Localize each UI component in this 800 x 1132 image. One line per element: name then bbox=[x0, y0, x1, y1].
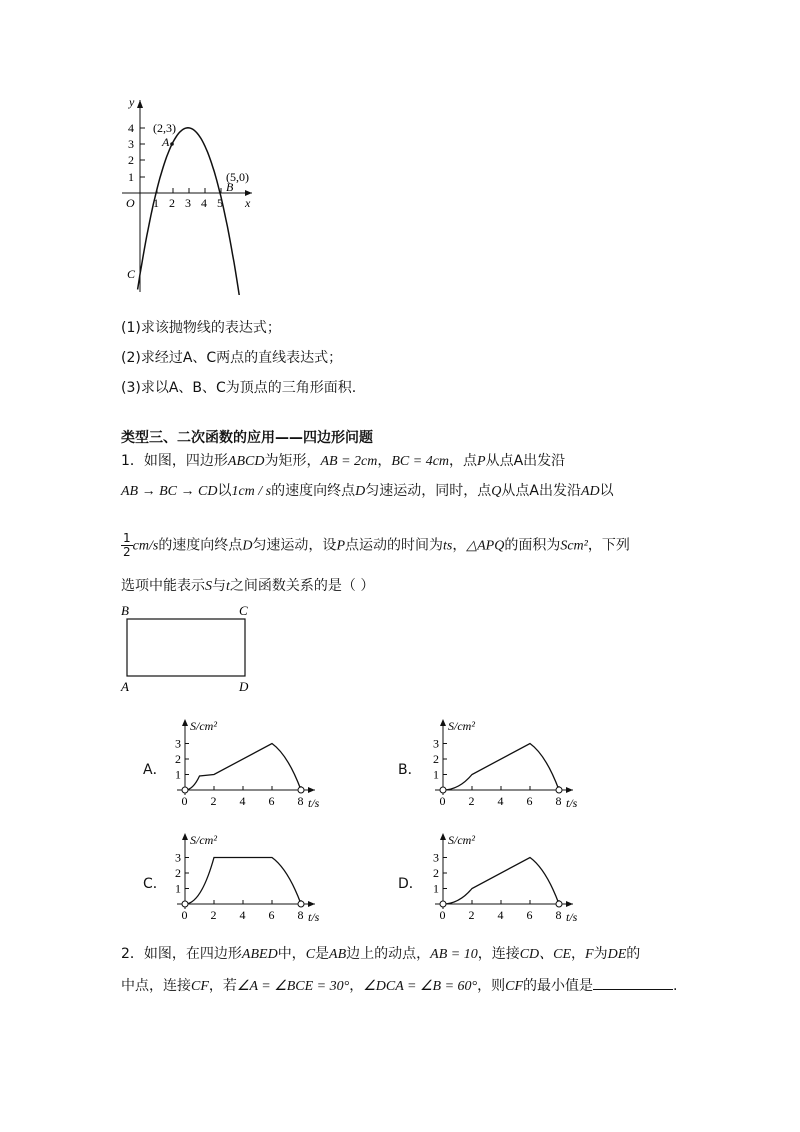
fraction-half bbox=[121, 532, 133, 559]
option-c-letter[interactable]: C． bbox=[143, 876, 167, 892]
parabola-y-tick-label: 4 bbox=[128, 121, 134, 135]
graph-y-label: S/cm² bbox=[190, 719, 217, 733]
graph-y-tick-label: 3 bbox=[175, 736, 181, 751]
parabola-x-tick-label: 3 bbox=[185, 196, 191, 210]
parabola-y-tick-label: 2 bbox=[128, 153, 134, 167]
graph-x-tick-label: 2 bbox=[210, 794, 217, 808]
math-s: S bbox=[205, 579, 212, 594]
graph-x-tick-label: 8 bbox=[555, 908, 562, 922]
math-path: AB → BC → CD bbox=[121, 484, 218, 499]
parabola-y-tick-label: 3 bbox=[128, 137, 134, 151]
graph-x-arrow bbox=[308, 901, 315, 907]
graph-y-tick-label: 3 bbox=[175, 850, 181, 865]
text: 的面积为 bbox=[504, 537, 561, 554]
graph-curve bbox=[443, 858, 559, 905]
graph-y-arrow bbox=[440, 833, 446, 840]
parabola-origin-label: O bbox=[126, 196, 135, 210]
graph-y-tick-label: 2 bbox=[175, 866, 181, 880]
text: ，点 bbox=[449, 453, 478, 469]
question-3: (3)求以A、B、C为顶点的三角形面积. bbox=[121, 380, 357, 396]
problem1-line3 bbox=[121, 532, 630, 559]
problem1-line2 bbox=[121, 481, 614, 502]
graph-end-point bbox=[556, 787, 562, 793]
text: ， bbox=[349, 978, 364, 994]
graph-y-label: S/cm² bbox=[190, 833, 217, 847]
graph-origin-point bbox=[440, 787, 446, 793]
text: 为矩形， bbox=[264, 453, 321, 469]
graph-y-tick-label: 1 bbox=[433, 881, 439, 896]
text: 以 bbox=[217, 483, 232, 499]
math-ab: AB bbox=[329, 947, 347, 962]
text: 为 bbox=[593, 946, 608, 962]
point-c-label: C bbox=[127, 267, 136, 281]
text: 是 bbox=[315, 946, 330, 962]
option-c-graph[interactable] bbox=[170, 829, 340, 924]
math-f: F bbox=[585, 947, 594, 962]
graph-y-arrow bbox=[182, 719, 188, 726]
graph-y-tick-label: 2 bbox=[175, 752, 181, 766]
question-1: (1)求该抛物线的表达式； bbox=[121, 320, 281, 336]
point-a-dot bbox=[170, 142, 174, 146]
text: 匀速运动，同时，点 bbox=[365, 483, 492, 499]
math-speed: 1cm / s bbox=[231, 484, 272, 499]
math-abcd: ABCD bbox=[227, 454, 265, 469]
graph-x-tick-label: 6 bbox=[268, 794, 275, 808]
graph-x-tick-label: 4 bbox=[497, 794, 504, 808]
rectangle-abcd bbox=[127, 619, 245, 676]
option-a-graph[interactable] bbox=[170, 715, 340, 810]
graph-x-tick-label: 8 bbox=[297, 908, 304, 922]
text: 匀速运动，设 bbox=[252, 537, 337, 554]
graph-x-label: t/s bbox=[308, 910, 320, 924]
text: ，下列 bbox=[587, 537, 630, 554]
text: 中， bbox=[277, 946, 306, 962]
graph-y-tick-label: 1 bbox=[433, 767, 439, 782]
graph-origin-point bbox=[182, 901, 188, 907]
problem2-line2 bbox=[121, 975, 677, 997]
text: 的速度向终点 bbox=[271, 483, 356, 499]
graph-x-arrow bbox=[566, 787, 573, 793]
text: 从点A出发沿 bbox=[501, 483, 581, 499]
option-a-letter[interactable]: A． bbox=[143, 762, 167, 778]
graph-x-tick-label: 2 bbox=[468, 794, 475, 808]
graph-x-tick-label: 4 bbox=[497, 908, 504, 922]
parabola-x-axis-label: x bbox=[245, 196, 251, 210]
graph-x-tick-label: 0 bbox=[181, 908, 188, 922]
graph-x-tick-label: 2 bbox=[468, 908, 475, 922]
text: 边上的动点， bbox=[346, 946, 431, 962]
graph-y-tick-label: 3 bbox=[433, 736, 439, 751]
math-ab: AB = 2cm bbox=[320, 454, 378, 469]
math-cd-ce: CD、CE bbox=[519, 947, 572, 962]
option-d-letter[interactable]: D． bbox=[398, 876, 423, 892]
graph-y-tick-label: 2 bbox=[433, 752, 439, 766]
graph-y-arrow bbox=[440, 719, 446, 726]
problem1-line1 bbox=[121, 451, 565, 472]
rect-label-c: C bbox=[239, 603, 248, 618]
option-b-letter[interactable]: B． bbox=[398, 762, 422, 778]
graph-curve bbox=[185, 744, 301, 791]
math-t: t bbox=[226, 579, 230, 594]
math-unit: cm/s bbox=[132, 538, 159, 554]
problem2-line1 bbox=[121, 944, 640, 965]
graph-x-label: t/s bbox=[566, 910, 578, 924]
graph-y-arrow bbox=[182, 833, 188, 840]
graph-end-point bbox=[556, 901, 562, 907]
graph-x-arrow bbox=[308, 787, 315, 793]
graph-x-tick-label: 0 bbox=[439, 908, 446, 922]
graph-y-label: S/cm² bbox=[448, 719, 475, 733]
point-a-coord: (2,3) bbox=[153, 121, 176, 135]
text: ，若 bbox=[208, 978, 237, 994]
text: ， bbox=[452, 537, 467, 554]
text: 与 bbox=[212, 578, 226, 594]
math-ad: AD bbox=[580, 484, 600, 499]
math-cf: CF bbox=[191, 979, 209, 994]
fraction-numerator: 1 bbox=[123, 531, 131, 545]
math-triangle: △APQ bbox=[466, 538, 505, 554]
graph-x-label: t/s bbox=[308, 796, 320, 810]
math-q: Q bbox=[491, 484, 502, 499]
point-a-label: A bbox=[162, 135, 170, 149]
text: 点运动的时间为 bbox=[345, 537, 443, 554]
text: 的 bbox=[626, 946, 641, 962]
text: 以 bbox=[599, 483, 614, 499]
math-de: DE bbox=[607, 947, 627, 962]
problem1-line4 bbox=[121, 576, 374, 597]
math-bc: BC = 4cm bbox=[391, 454, 450, 469]
text: ，连接 bbox=[477, 946, 520, 962]
graph-x-tick-label: 8 bbox=[555, 794, 562, 808]
option-d-graph[interactable] bbox=[428, 829, 598, 924]
math-c: C bbox=[305, 947, 316, 962]
text: 从点A出发沿 bbox=[485, 453, 566, 469]
text: 选项中能表示 bbox=[121, 578, 205, 594]
parabola-x-tick-label: 4 bbox=[201, 196, 207, 210]
graph-x-tick-label: 6 bbox=[526, 794, 533, 808]
graph-x-tick-label: 4 bbox=[239, 794, 246, 808]
math-s: Scm² bbox=[560, 538, 588, 554]
graph-end-point bbox=[298, 787, 304, 793]
graph-origin-point bbox=[440, 901, 446, 907]
parabola-x-tick-label: 2 bbox=[169, 196, 175, 210]
math-angles1: ∠A = ∠BCE = 30° bbox=[236, 979, 350, 994]
graph-x-tick-label: 4 bbox=[239, 908, 246, 922]
text: 的速度向终点 bbox=[158, 537, 243, 554]
graph-x-tick-label: 0 bbox=[439, 794, 446, 808]
text: . bbox=[673, 978, 678, 994]
math-cf: CF bbox=[505, 979, 524, 994]
graph-y-tick-label: 3 bbox=[433, 850, 439, 865]
fraction-denominator: 2 bbox=[123, 545, 131, 559]
math-p: P bbox=[477, 454, 486, 469]
parabola-y-arrow bbox=[137, 100, 143, 108]
math-t: ts bbox=[443, 538, 453, 554]
question-2: (2)求经过A、C两点的直线表达式； bbox=[121, 350, 343, 366]
rect-label-d: D bbox=[239, 679, 249, 694]
math-d: D bbox=[355, 484, 366, 499]
parabola-x-tick-label: 5 bbox=[217, 196, 223, 210]
math-abed: ABED bbox=[241, 947, 278, 962]
point-b-label: B bbox=[226, 180, 234, 194]
graph-x-tick-label: 2 bbox=[210, 908, 217, 922]
math-angles2: ∠DCA = ∠B = 60° bbox=[363, 979, 478, 994]
parabola-y-tick-label: 1 bbox=[128, 170, 134, 184]
graph-y-label: S/cm² bbox=[448, 833, 475, 847]
math-ab10: AB = 10 bbox=[430, 947, 478, 962]
graph-y-tick-label: 1 bbox=[175, 881, 181, 896]
graph-end-point bbox=[298, 901, 304, 907]
graph-x-tick-label: 6 bbox=[268, 908, 275, 922]
graph-x-tick-label: 8 bbox=[297, 794, 304, 808]
text: ， bbox=[377, 453, 392, 469]
graph-x-arrow bbox=[566, 901, 573, 907]
math-p: P bbox=[336, 538, 345, 554]
rectangle-figure bbox=[115, 600, 260, 695]
parabola-curve bbox=[138, 128, 244, 295]
rect-label-a: A bbox=[121, 679, 129, 694]
graph-curve bbox=[443, 744, 559, 791]
rect-label-b: B bbox=[121, 603, 129, 618]
parabola-y-axis-label: y bbox=[129, 95, 135, 109]
graph-x-tick-label: 0 bbox=[181, 794, 188, 808]
section-title: 类型三、二次函数的应用——四边形问题 bbox=[121, 430, 373, 446]
parabola-figure bbox=[110, 95, 270, 295]
text: 中点，连接 bbox=[121, 978, 191, 994]
point-b-coord: (5,0) bbox=[226, 170, 249, 184]
text: 1．如图，四边形 bbox=[121, 453, 228, 469]
answer-blank[interactable] bbox=[593, 975, 673, 990]
graph-origin-point bbox=[182, 787, 188, 793]
graph-curve bbox=[185, 858, 301, 905]
parabola-x-tick-label: 1 bbox=[153, 196, 159, 210]
text: ，则 bbox=[477, 978, 506, 994]
text: 的最小值是 bbox=[523, 978, 594, 994]
text: 之间函数关系的是（ ） bbox=[229, 578, 375, 594]
text: 2．如图，在四边形 bbox=[121, 946, 242, 962]
graph-x-label: t/s bbox=[566, 796, 578, 810]
graph-y-tick-label: 1 bbox=[175, 767, 181, 782]
graph-y-tick-label: 2 bbox=[433, 866, 439, 880]
graph-x-tick-label: 6 bbox=[526, 908, 533, 922]
option-b-graph[interactable] bbox=[428, 715, 598, 810]
text: ， bbox=[571, 946, 586, 962]
math-d: D bbox=[242, 538, 253, 554]
